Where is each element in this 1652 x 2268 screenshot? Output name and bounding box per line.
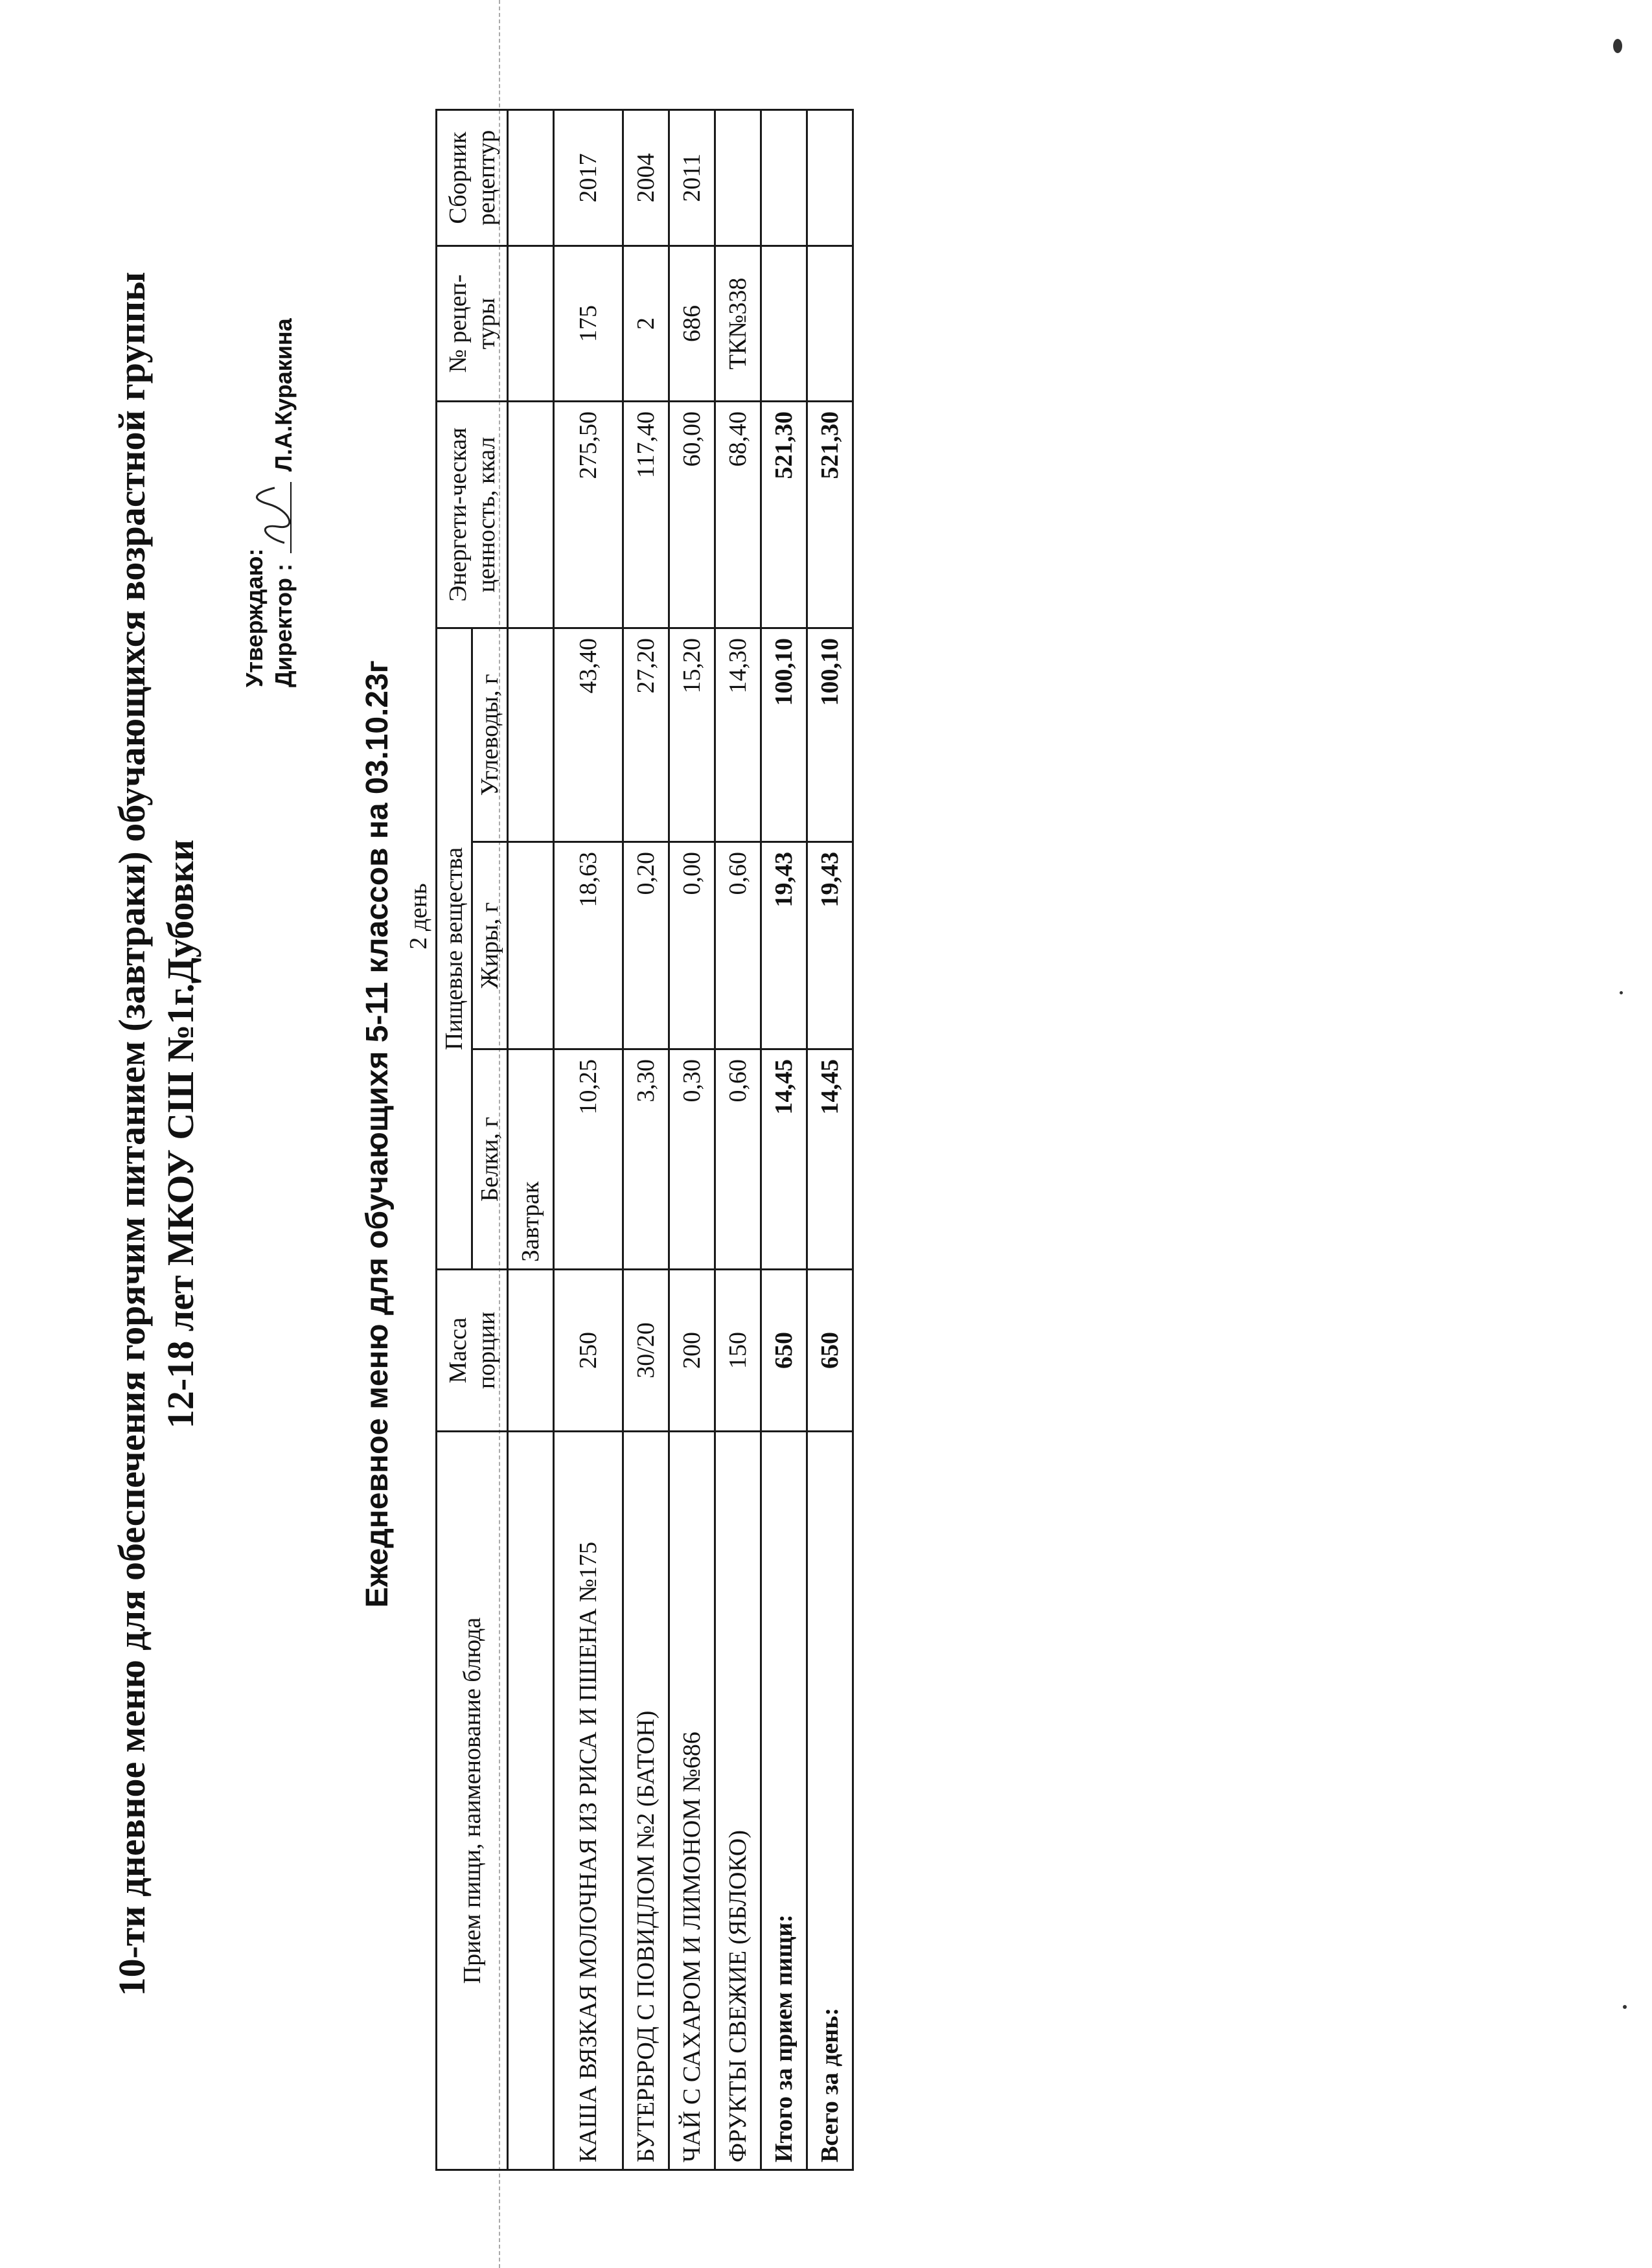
dish-recipe: 175 <box>554 246 623 401</box>
dish-name: БУТЕРБРОД С ПОВИДЛОМ №2 (БАТОН) <box>623 1432 669 2170</box>
subtotal-energy: 521,30 <box>761 401 807 628</box>
dish-mass: 30/20 <box>623 1270 669 1432</box>
dish-mass: 200 <box>669 1270 715 1432</box>
dish-carbs: 15,20 <box>669 628 715 842</box>
dish-name: КАША ВЯЗКАЯ МОЛОЧНАЯ ИЗ РИСА И ПШЕНА №175 <box>554 1432 623 2170</box>
approval-block <box>240 318 298 687</box>
col-fat-header: Жиры, г <box>472 842 508 1049</box>
dish-energy: 275,50 <box>554 401 623 628</box>
col-nutrients-header: Пищевые вещества <box>437 628 472 1270</box>
menu-table <box>402 109 854 2171</box>
dish-protein: 3,30 <box>623 1049 669 1270</box>
dish-collection: 2011 <box>669 109 715 246</box>
dish-protein: 0,30 <box>669 1049 715 1270</box>
dish-name: ЧАЙ С САХАРОМ И ЛИМОНОМ №686 <box>669 1432 715 2170</box>
dish-collection <box>715 109 761 246</box>
dish-name: ФРУКТЫ СВЕЖИЕ (ЯБЛОКО) <box>715 1432 761 2170</box>
section-label: Завтрак <box>508 1049 554 1270</box>
total-energy: 521,30 <box>807 401 853 628</box>
table-row <box>554 109 623 2170</box>
table-row <box>715 109 761 2170</box>
dish-energy: 68,40 <box>715 401 761 628</box>
dish-collection: 2017 <box>554 109 623 246</box>
dish-fat: 0,00 <box>669 842 715 1049</box>
dish-recipe: 2 <box>623 246 669 401</box>
col-carbs-header: Углеводы, г <box>472 628 508 842</box>
col-meal-header: Прием пищи, наименование блюда <box>437 1432 508 2170</box>
dish-protein: 0,60 <box>715 1049 761 1270</box>
total-protein: 14,45 <box>807 1049 853 1270</box>
dish-recipe: ТК№338 <box>715 246 761 401</box>
col-collection-header: Сборник рецептур <box>437 109 508 246</box>
col-protein-header: Белки, г <box>472 1049 508 1270</box>
dish-energy: 60,00 <box>669 401 715 628</box>
dish-mass: 250 <box>554 1270 623 1432</box>
dish-fat: 0,60 <box>715 842 761 1049</box>
dish-protein: 10,25 <box>554 1049 623 1270</box>
director-label: Директор : <box>270 564 297 687</box>
subtotal-mass: 650 <box>761 1270 807 1432</box>
signature <box>290 482 292 553</box>
subtotal-fat: 19,43 <box>761 842 807 1049</box>
subtotal-label: Итого за прием пищи: <box>761 1432 807 2170</box>
col-mass-header: Масса порции <box>437 1270 508 1432</box>
subtotal-carbs: 100,10 <box>761 628 807 842</box>
section-row <box>508 109 554 2170</box>
approval-label: Утверждаю: <box>241 548 268 687</box>
dish-energy: 117,40 <box>623 401 669 628</box>
subtotal-row <box>761 109 807 2170</box>
col-recipe-header: № рецеп-туры <box>437 246 508 401</box>
subtotal-protein: 14,45 <box>761 1049 807 1270</box>
dish-recipe: 686 <box>669 246 715 401</box>
document-title-line-2: 12-18 лет МКОУ СШ №1г.Дубовки <box>159 839 201 1429</box>
dish-fat: 0,20 <box>623 842 669 1049</box>
total-row <box>807 109 853 2170</box>
dish-collection: 2004 <box>623 109 669 246</box>
dish-carbs: 14,30 <box>715 628 761 842</box>
day-label: 2 день <box>405 883 432 950</box>
total-carbs: 100,10 <box>807 628 853 842</box>
total-mass: 650 <box>807 1270 853 1432</box>
total-label: Всего за день: <box>807 1432 853 2170</box>
table-row <box>623 109 669 2170</box>
dish-carbs: 43,40 <box>554 628 623 842</box>
total-fat: 19,43 <box>807 842 853 1049</box>
document-title-line-1: 10-ти дневное меню для обеспечения горячим питанием (завтраки) обучающихся возрастной группы <box>111 271 153 1997</box>
menu-subtitle: Ежедневное меню для обучающихя 5-11 классов на 03.10.23г <box>360 660 395 1608</box>
table-row <box>669 109 715 2170</box>
dish-mass: 150 <box>715 1270 761 1432</box>
dish-fat: 18,63 <box>554 842 623 1049</box>
director-line <box>269 318 298 687</box>
director-name: Л.А.Куракина <box>270 318 297 472</box>
col-energy-header: Энергети-ческая ценность, ккал <box>437 401 508 628</box>
dish-carbs: 27,20 <box>623 628 669 842</box>
